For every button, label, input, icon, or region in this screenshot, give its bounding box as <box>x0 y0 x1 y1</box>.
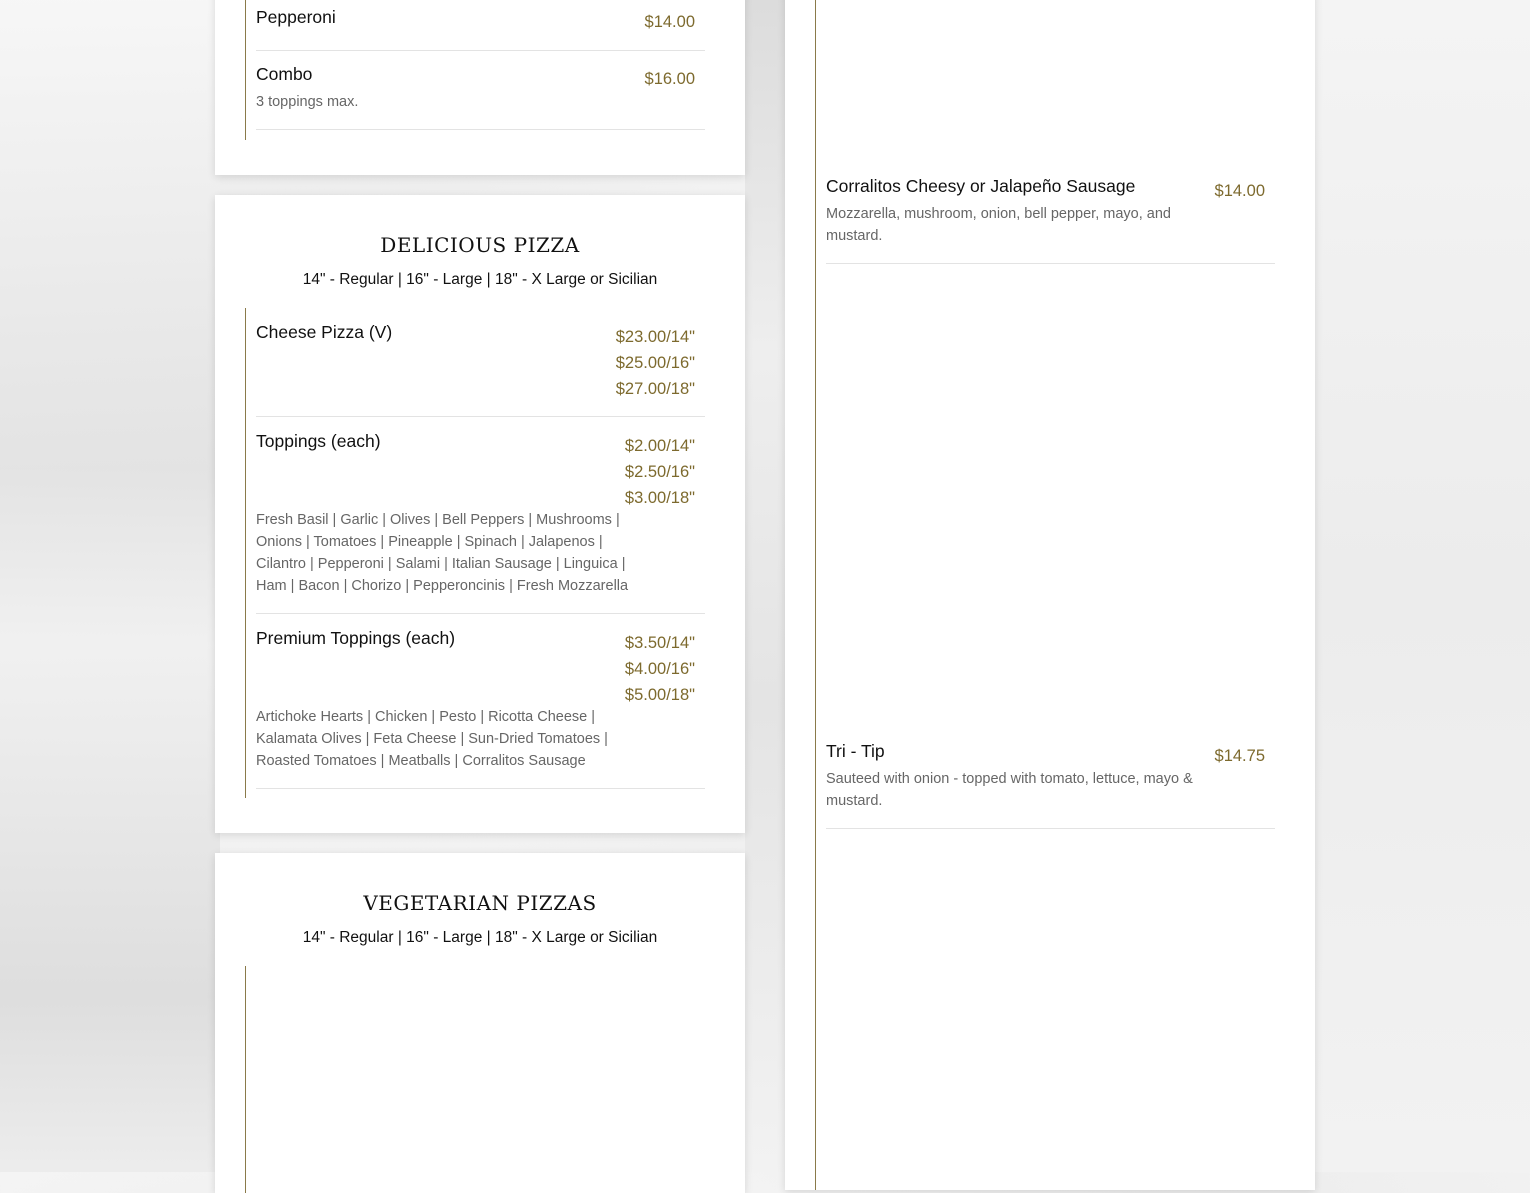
price-16: $4.00/16" <box>624 660 695 678</box>
menu-item <box>256 7 695 47</box>
accent-rule <box>245 0 246 140</box>
section-subtitle: 14" - Regular | 16" - Large | 18" - X Large or Sicilian <box>302 271 658 288</box>
price-14: $2.00/14" <box>624 437 695 455</box>
description-line: mustard. <box>826 228 883 244</box>
price-16: $2.50/16" <box>624 463 695 481</box>
item-prices <box>625 630 695 708</box>
item-name: Pepperoni <box>256 7 336 27</box>
description-line: Fresh Basil | Garlic | Olives | Bell Peppers | Mushrooms | <box>256 512 620 528</box>
price-16: $25.00/16" <box>615 354 695 372</box>
menu-card-vegetarian-pizzas <box>215 853 745 1193</box>
description-line: mustard. <box>826 793 883 809</box>
menu-item <box>826 176 1265 251</box>
item-description <box>826 203 1265 247</box>
item-name: Premium Toppings (each) <box>256 628 456 648</box>
description-line: Kalamata Olives | Feta Cheese | Sun-Dried Tomatoes | <box>256 731 608 747</box>
item-separator <box>826 263 1275 264</box>
item-price <box>645 9 695 35</box>
section-title: VEGETARIAN PIZZAS <box>363 891 597 915</box>
item-separator <box>256 788 705 789</box>
menu-card-top <box>215 0 745 175</box>
description-line: Mozzarella, mushroom, onion, bell pepper, mayo, and <box>826 206 1171 222</box>
item-description: 3 toppings max. <box>256 94 359 110</box>
item-separator <box>256 613 705 614</box>
item-name: Combo <box>256 64 313 84</box>
description-line: Roasted Tomatoes | Meatballs | Corralitos Sausage <box>256 753 586 769</box>
menu-card-delicious-pizza <box>215 195 745 833</box>
section-title: DELICIOUS PIZZA <box>380 233 580 257</box>
price: $14.00 <box>1214 182 1265 200</box>
item-separator <box>256 129 705 130</box>
price: $14.00 <box>644 13 695 31</box>
menu-item <box>826 741 1265 816</box>
background-shade <box>1315 0 1530 1172</box>
accent-rule <box>245 308 246 798</box>
description-line: Cilantro | Pepperoni | Salami | Italian Sausage | Linguica | <box>256 556 626 572</box>
item-prices <box>625 433 695 511</box>
description-line: Ham | Bacon | Chorizo | Pepperoncinis | Fresh Mozzarella <box>256 578 629 594</box>
item-name: Toppings (each) <box>256 431 381 451</box>
description-line: Sauteed with onion - topped with tomato, lettuce, mayo & <box>826 771 1193 787</box>
price-18: $3.00/18" <box>624 489 695 507</box>
price: $16.00 <box>644 70 695 88</box>
item-price <box>1215 178 1265 204</box>
price-14: $23.00/14" <box>615 328 695 346</box>
item-name: Corralitos Cheesy or Jalapeño Sausage <box>826 176 1136 196</box>
description-line: Artichoke Hearts | Chicken | Pesto | Ricotta Cheese | <box>256 709 596 725</box>
menu-item <box>256 64 695 124</box>
menu-item <box>256 431 695 601</box>
section-subtitle: 14" - Regular | 16" - Large | 18" - X Large or Sicilian <box>302 929 658 946</box>
item-separator <box>256 50 705 51</box>
item-name: Tri - Tip <box>826 741 885 761</box>
price-18: $27.00/18" <box>615 380 695 398</box>
price: $14.75 <box>1214 747 1265 765</box>
accent-rule <box>245 966 246 1193</box>
menu-item <box>256 322 695 407</box>
menu-item <box>256 628 695 778</box>
item-separator <box>256 416 705 417</box>
price-14: $3.50/14" <box>624 634 695 652</box>
item-description <box>256 509 716 597</box>
price-18: $5.00/18" <box>624 686 695 704</box>
background-shade <box>745 0 785 1172</box>
item-description <box>826 768 1265 812</box>
menu-card-right <box>785 0 1315 1190</box>
item-name: Cheese Pizza (V) <box>256 322 393 342</box>
background-shade <box>0 0 220 1172</box>
item-prices <box>616 324 695 402</box>
item-price <box>645 66 695 92</box>
description-line: Onions | Tomatoes | Pineapple | Spinach | Jalapenos | <box>256 534 603 550</box>
accent-rule <box>815 0 816 1190</box>
item-description <box>256 706 716 772</box>
item-price <box>1215 743 1265 769</box>
item-separator <box>826 828 1275 829</box>
